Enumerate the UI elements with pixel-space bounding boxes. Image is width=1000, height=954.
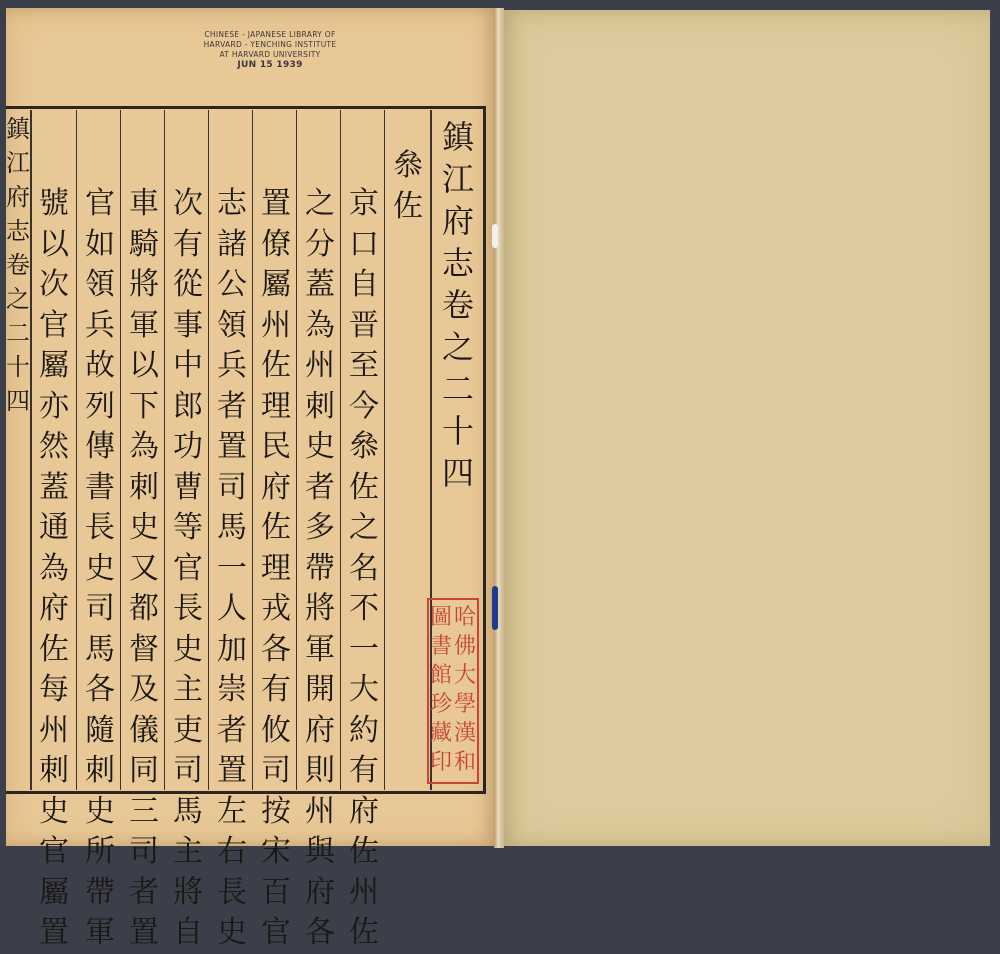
- fore-edge-title: 鎮江府志卷之二十四: [6, 115, 30, 415]
- seal-character: 大: [453, 663, 477, 688]
- text-column-8: 號以次官屬亦然蓋通為府佐每州刺史官屬置: [39, 186, 69, 950]
- right-page-blank: [500, 10, 990, 846]
- binding-pin-blue: [492, 586, 498, 630]
- library-acquisition-stamp: [170, 30, 370, 70]
- seal-character: 和: [453, 750, 477, 775]
- seal-character: 館: [429, 663, 453, 688]
- seal-character: 漢: [453, 721, 477, 746]
- seal-character: 珍: [429, 692, 453, 717]
- book-gutter: [494, 8, 504, 848]
- seal-character: 佛: [453, 634, 477, 659]
- seal-character: 圖: [429, 605, 453, 630]
- seal-character: 藏: [429, 721, 453, 746]
- seal-character: 哈: [453, 605, 477, 630]
- text-column-1: 京口自晋至今叅佐之名不一大約有府佐州佐: [349, 186, 379, 950]
- text-column-5: 次有從事中郎功曹等官長史主吏司馬主將自: [173, 186, 203, 950]
- stamp-line-3: AT HARVARD UNIVERSITY: [219, 50, 321, 59]
- text-column-4: 志諸公領兵者置司馬一人加崇者置左右長史: [217, 186, 247, 950]
- seal-character: 印: [429, 750, 453, 775]
- stamp-line-1: CHINESE - JAPANESE LIBRARY OF: [204, 30, 336, 39]
- volume-title: 鎮江府志卷之二十四: [441, 118, 474, 492]
- seal-characters: [429, 600, 477, 782]
- binding-pin-white: [492, 224, 498, 248]
- text-column-6: 車騎將軍以下為刺史又都督及儀同三司者置: [129, 186, 159, 950]
- text-column-3: 置僚屬州佐理民府佐理戎各有攸司按宋百官: [261, 186, 291, 950]
- section-heading: 叅佐: [393, 148, 423, 224]
- text-column-7: 官如領兵故列傳書長史司馬各隨刺史所帶軍: [85, 186, 115, 950]
- seal-character: 學: [453, 692, 477, 717]
- column-rule: [76, 110, 77, 790]
- harvard-library-seal: [427, 598, 479, 784]
- stamp-line-2: HARVARD - YENCHING INSTITUTE: [203, 40, 337, 49]
- seal-character: 書: [429, 634, 453, 659]
- stamp-date: JUN 15 1939: [237, 60, 303, 70]
- text-column-2: 之分蓋為州刺史者多帶將軍開府則州與府各: [305, 186, 335, 950]
